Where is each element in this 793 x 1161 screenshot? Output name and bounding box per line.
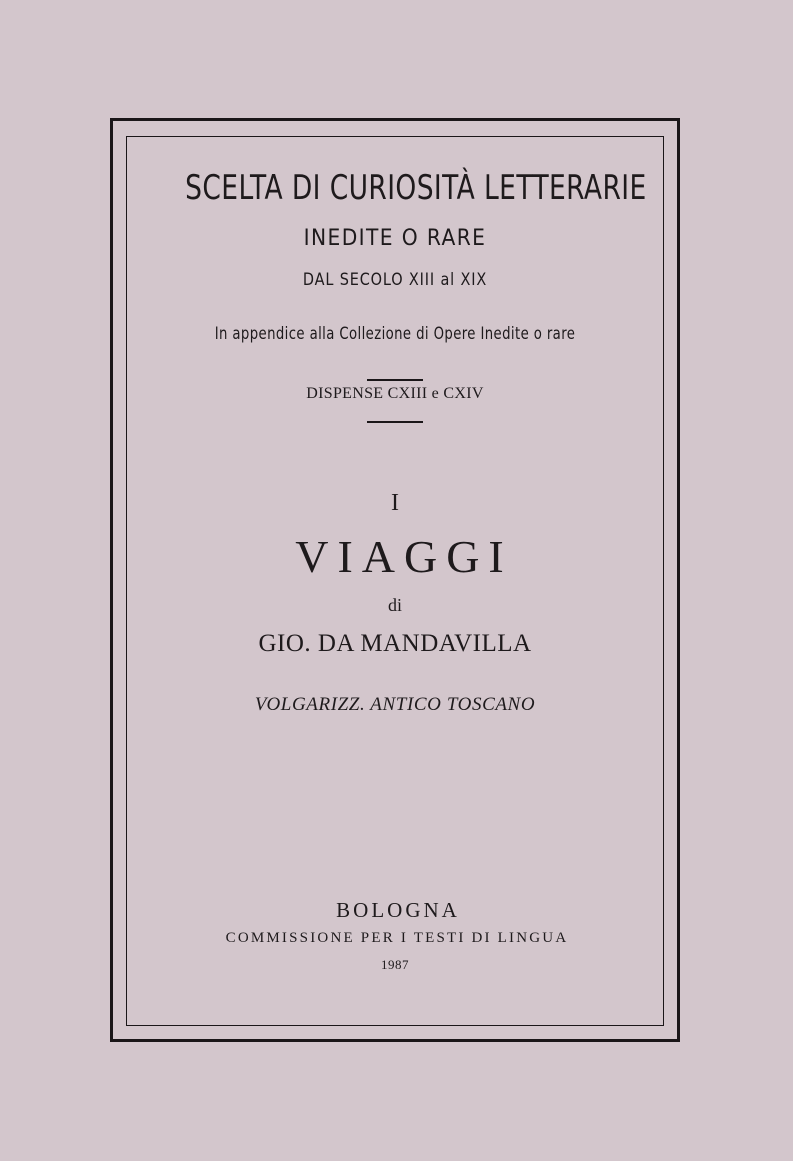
dispense-label: DISPENSE CXIII e CXIV bbox=[306, 385, 484, 402]
author-name: GIO. DA MANDAVILLA bbox=[258, 630, 532, 657]
series-title: SCELTA DI CURIOSITÀ LETTERARIE bbox=[185, 168, 647, 208]
imprint-publisher: COMMISSIONE PER I TESTI DI LINGUA bbox=[225, 930, 569, 946]
divider-rule-top bbox=[367, 379, 423, 381]
divider-rule-bottom bbox=[367, 421, 423, 423]
imprint-city: BOLOGNA bbox=[336, 898, 460, 922]
series-subtitle-inedite: INEDITE O RARE bbox=[303, 226, 487, 251]
imprint-year: 1987 bbox=[381, 957, 409, 972]
appendix-note: In appendice alla Collezione di Opere Inedite o rare bbox=[214, 324, 576, 344]
series-subtitle-centuries: DAL SECOLO XIII al XIX bbox=[302, 270, 488, 290]
translation-note: VOLGARIZZ. ANTICO TOSCANO bbox=[254, 694, 536, 715]
title-article: I bbox=[391, 490, 399, 516]
book-title: VIAGGI bbox=[295, 531, 513, 582]
author-preposition: di bbox=[387, 595, 402, 615]
